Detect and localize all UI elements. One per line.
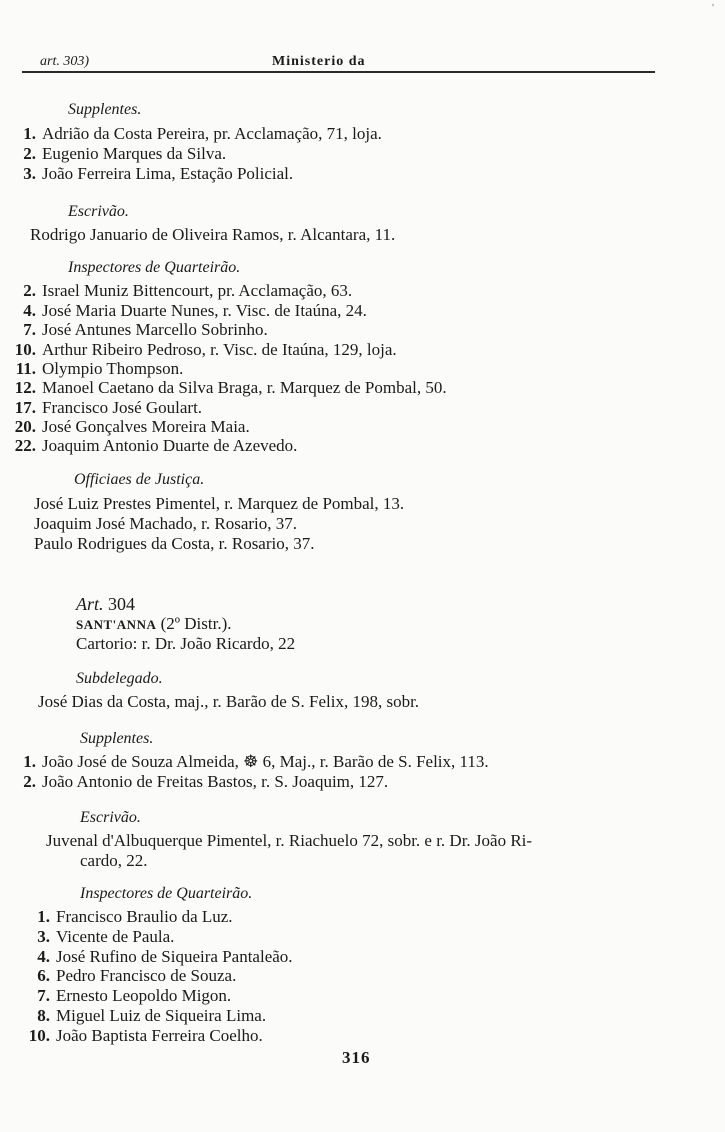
- list-item: 4. José Maria Duarte Nunes, r. Visc. de Itaúna, 24.: [23, 301, 367, 320]
- subdelegado-heading: Subdelegado.: [76, 670, 163, 687]
- list-item: 4. José Rufino de Siqueira Pantaleão.: [37, 947, 293, 966]
- list-item: 12. Manoel Caetano da Silva Braga, r. Marquez de Pombal, 50.: [14, 378, 447, 397]
- inspectores-heading: Inspectores de Quarteirão.: [68, 259, 241, 276]
- list-item: 7. José Antunes Marcello Sobrinho.: [23, 320, 268, 339]
- list-item: 10. João Baptista Ferreira Coelho.: [28, 1026, 263, 1045]
- list-item: 11. Olympio Thompson.: [15, 359, 184, 378]
- cartorio-line: Cartorio: r. Dr. João Ricardo, 22: [76, 634, 296, 653]
- list-item: Paulo Rodrigues da Costa, r. Rosario, 37.: [34, 534, 315, 553]
- officiaes-heading: Officiaes de Justiça.: [74, 471, 205, 488]
- subdelegado-entry: José Dias da Costa, maj., r. Barão de S. Felix, 198, sobr.: [38, 692, 420, 711]
- article-heading: Art. 304: [76, 594, 136, 614]
- header-rule: [22, 71, 655, 73]
- escrivao-heading: Escrivão.: [68, 203, 129, 220]
- page-number: 316: [342, 1048, 371, 1067]
- list-item: Joaquim José Machado, r. Rosario, 37.: [34, 514, 297, 533]
- escrivao-entry-continued: cardo, 22.: [80, 851, 148, 870]
- inspectores-heading: Inspectores de Quarteirão.: [80, 885, 253, 902]
- list-item: 8. Miguel Luiz de Siqueira Lima.: [37, 1006, 267, 1025]
- list-item: 20. José Gonçalves Moreira Maia.: [14, 417, 250, 436]
- list-item: 17. Francisco José Goulart.: [14, 398, 203, 417]
- list-item: 6. Pedro Francisco de Souza.: [37, 966, 237, 985]
- list-item: José Luiz Prestes Pimentel, r. Marquez de Pombal, 13.: [34, 494, 405, 513]
- escrivao-heading: Escrivão.: [80, 809, 141, 826]
- list-item: 10. Arthur Ribeiro Pedroso, r. Visc. de Itaúna, 129, loja.: [14, 340, 397, 359]
- list-item: 2. Israel Muniz Bittencourt, pr. Acclamação, 63.: [23, 281, 353, 300]
- running-header-left: art. 303): [40, 54, 89, 69]
- list-item: 1. Francisco Braulio da Luz.: [37, 907, 233, 926]
- list-item: 7. Ernesto Leopoldo Migon.: [37, 986, 232, 1005]
- list-item: 3. João Ferreira Lima, Estação Policial.: [23, 164, 294, 183]
- list-item: 1. João José de Souza Almeida, ☸ 6, Maj., r. Barão de S. Felix, 113.: [23, 752, 489, 771]
- supplentes-heading: Supplentes.: [68, 101, 142, 118]
- list-item: 2. Eugenio Marques da Silva.: [23, 144, 227, 163]
- margin-speck: ': [712, 2, 714, 14]
- escrivao-entry: Rodrigo Januario de Oliveira Ramos, r. Alcantara, 11.: [30, 225, 396, 244]
- list-item: 2. João Antonio de Freitas Bastos, r. S. Joaquim, 127.: [23, 772, 389, 791]
- escrivao-entry: Juvenal d'Albuquerque Pimentel, r. Riachuelo 72, sobr. e r. Dr. João Ri-: [46, 831, 533, 850]
- list-item: 22. Joaquim Antonio Duarte de Azevedo.: [14, 436, 298, 455]
- list-item: 3. Vicente de Paula.: [37, 927, 175, 946]
- list-item: 1. Adrião da Costa Pereira, pr. Acclamação, 71, loja.: [23, 124, 382, 143]
- running-header-title: Ministerio da: [272, 54, 366, 69]
- supplentes-heading: Supplentes.: [80, 730, 154, 747]
- district-line: SANT'ANNA (2º Distr.).: [76, 614, 232, 633]
